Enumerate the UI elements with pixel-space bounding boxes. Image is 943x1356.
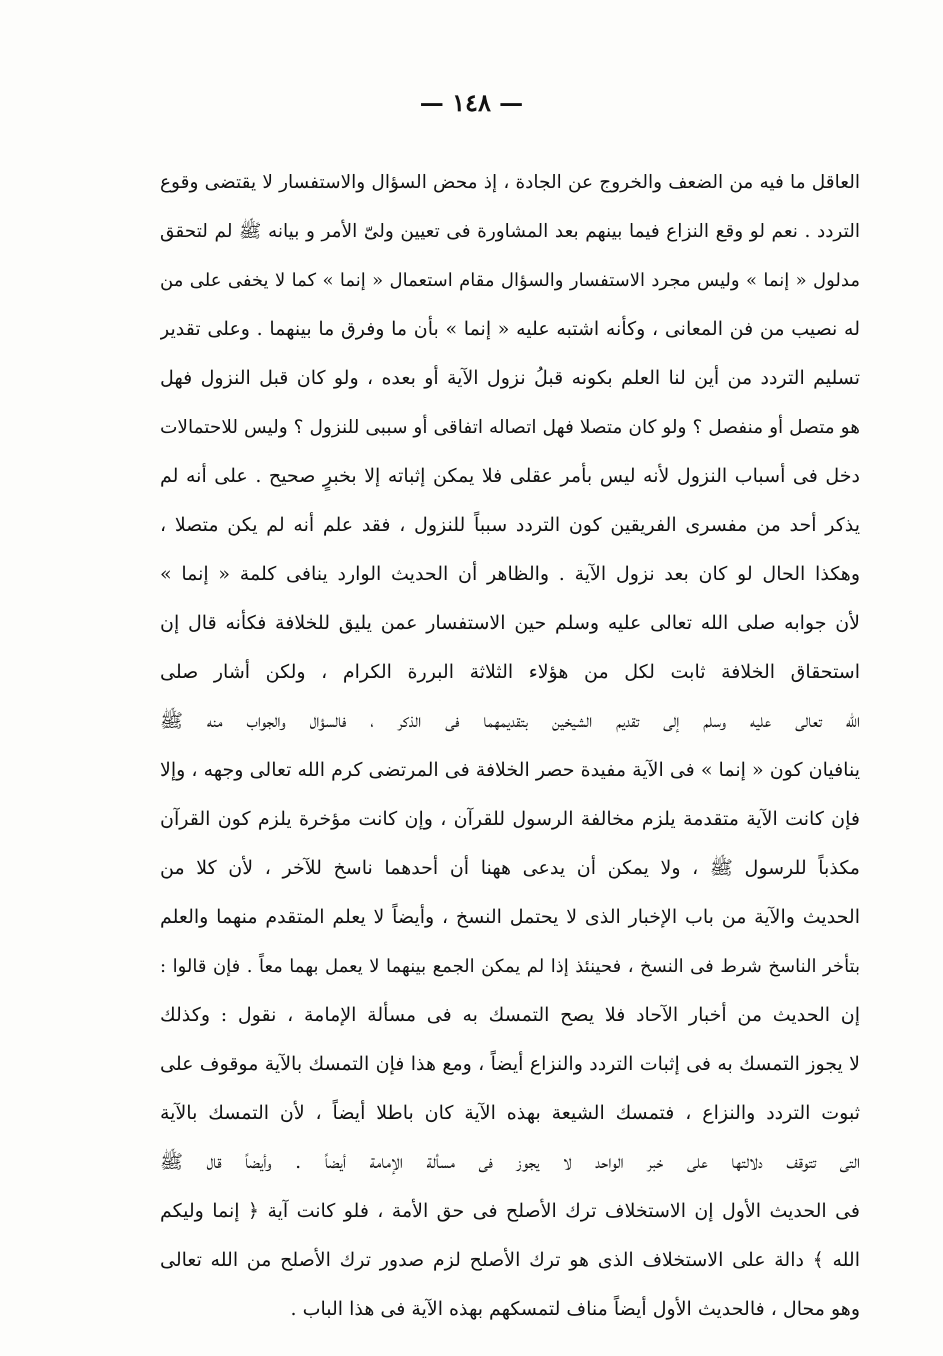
text-line: تسليم التردد من أين لنا العلم بكونه قبلُ نزول الآية أو بعده ، ولو كان قبل النزول فهل bbox=[160, 367, 860, 389]
text-line: إن الحديث من أخبار الآحاد فلا يصح التمسك به فى مسألة الإمامة ، نقول : وكذلك bbox=[160, 1004, 860, 1026]
text-line: الله ﴾ دالة على الاستخلاف الذى هو ترك الأصلح لزم صدور ترك الأصلح من الله تعالى bbox=[160, 1249, 860, 1271]
text-line: له نصيب من فن المعانى ، وكأنه اشتبه عليه « إنما » بأن ما وفرق ما بينهما . وعلى تقدير bbox=[160, 318, 860, 340]
text-line: هو متصل أو منفصل ؟ ولو كان متصلا فهل اتصاله اتفاقى أو سببى للنزول ؟ وليس للاحتمالات bbox=[160, 417, 860, 438]
text-line: ينافيان كون « إنما » فى الآية مفيدة حصر الخلافة فى المرتضى كرم الله تعالى وجهه ، وإلا bbox=[160, 759, 860, 781]
text-line: مدلول « إنما » وليس مجرد الاستفسار والسؤال مقام استعمال « إنما » كما لا يخفى على من bbox=[160, 270, 860, 291]
text-line: التردد . نعم لو وقع النزاع فيما بينهم بعد المشاورة فى تعيين ولىّ الأمر و بيانه ﷺ لم لتحقق bbox=[160, 221, 860, 242]
text-line-last: وهو محال ، فالحديث الأول أيضاً مناف لتمسكهم بهذه الآية فى هذا الباب . bbox=[290, 1298, 860, 1320]
text-line: دخل فى أسباب النزول لأنه ليس بأمر عقلى فلا يمكن إثباته إلا بخبرٍ صحيح . على أنه لم bbox=[160, 465, 860, 487]
text-line: العاقل ما فيه من الضعف والخروج عن الجادة ، إذ محض السؤال والاستفسار لا يقتضى وقوع bbox=[160, 172, 860, 193]
text-line: مكذباً للرسول ﷺ ، ولا يمكن أن يدعى ههنا أن أحدهما ناسخ للآخر ، لأن كلا من bbox=[160, 857, 860, 879]
text-line: فى الحديث الأول إن الاستخلاف ترك الأصلح فى حق الأمة ، فلو كانت آية ﴿ إنما وليكم bbox=[160, 1200, 860, 1222]
text-line: استحقاق الخلافة ثابت لكل من هؤلاء الثلاثة البررة الكرام ، ولكن أشار صلى bbox=[160, 661, 860, 683]
text-line: التى تتوقف دلالتها على خبر الواحد لا يجوز فى مسألة الإمامة أيضاً . وأيضاً قال ﷺ bbox=[160, 1151, 860, 1173]
text-line: الحديث والآية من باب الإخبار الذى لا يحتمل النسخ ، وأيضاً لا يعلم المتقدم منهما والعلم bbox=[160, 906, 860, 928]
text-line: لا يجوز التمسك به فى إثبات التردد والنزاع أيضاً ، ومع هذا فإن التمسك بالآية موقوف على bbox=[160, 1053, 860, 1075]
text-line: لأن جوابه صلى الله تعالى عليه وسلم حين الاستفسار عمن يليق للخلافة فكأنه قال إن bbox=[160, 612, 860, 634]
text-line: يذكر أحد من مفسرى الفريقين كون التردد سبباً للنزول ، فقد علم أنه لم يكن متصلا ، bbox=[160, 514, 860, 536]
text-line: ثبوت التردد والنزاع ، فتمسك الشيعة بهذه الآية كان باطلا أيضاً ، لأن التمسك بالآية bbox=[160, 1102, 860, 1124]
text-line: بتأخر الناسخ شرط فى النسخ ، فحينئذ إذا لم يمكن الجمع بينهما لا يعمل بهما معاً . فإن قالوا : bbox=[160, 956, 860, 977]
text-line: الله تعالى عليه وسلم إلى تقديم الشيخين بتقديمهما فى الذكر ، فالسؤال والجواب منه ﷺ bbox=[160, 710, 860, 732]
body-text bbox=[160, 158, 860, 1334]
page-number: — ١٤٨ — bbox=[419, 88, 524, 117]
text-line: فإن كانت الآية متقدمة يلزم مخالفة الرسول للقرآن ، وإن كانت مؤخرة يلزم كون القرآن bbox=[160, 808, 860, 830]
text-line: وهكذا الحال لو كان بعد نزول الآية . والظاهر أن الحديث الوارد ينافى كلمة « إنما » bbox=[160, 563, 860, 585]
